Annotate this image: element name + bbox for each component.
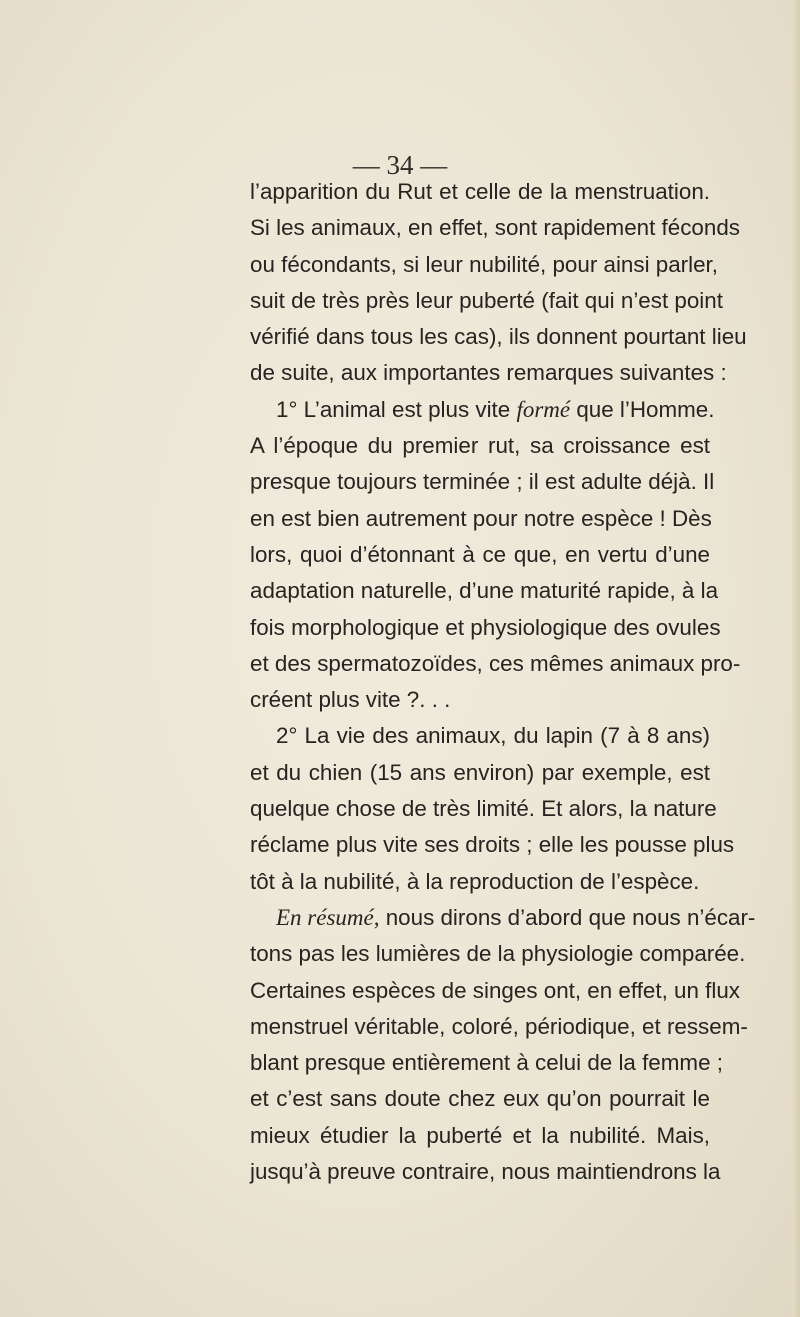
- text-line: tôt à la nubilité, à la reproduction de l’espèce.: [250, 868, 700, 894]
- text-line: de suite, aux importantes remarques suivantes :: [250, 360, 727, 386]
- paragraph-1: [250, 174, 747, 392]
- page-edge: [792, 0, 800, 1317]
- text-line: presque toujours terminée ; il est adulte déjà. Il: [250, 469, 715, 495]
- text-line: jusqu’à preuve contraire, nous maintiendrons la: [250, 1159, 721, 1185]
- paragraph-2: [250, 392, 741, 719]
- page-number: — 34 —: [352, 150, 448, 180]
- text-fragment: nous dirons d’abord que nous n’écar-: [379, 904, 756, 930]
- text-line: Si les animaux, en effet, sont rapidement féconds: [250, 215, 740, 241]
- text-line: tons pas les lumières de la physiologie comparée.: [250, 941, 746, 967]
- text-line: vérifié dans tous les cas), ils donnent pourtant lieu: [250, 324, 747, 350]
- text-line: mieux étudier la puberté et la nubilité. Mais,: [250, 1122, 710, 1148]
- text-fragment: que l’Homme.: [570, 396, 715, 422]
- text-line: [250, 392, 715, 428]
- text-line: [250, 900, 756, 936]
- text-line: fois morphologique et physiologique des ovules: [250, 614, 721, 640]
- paragraph-3: [250, 718, 735, 899]
- text-line: créent plus vite ?. . .: [250, 687, 451, 713]
- text-line: menstruel véritable, coloré, périodique, et ressem-: [250, 1013, 748, 1039]
- text-line: blant presque entièrement à celui de la femme ;: [250, 1050, 723, 1076]
- paragraph-4: [250, 900, 756, 1190]
- text-line: réclame plus vite ses droits ; elle les pousse plus: [250, 832, 735, 858]
- text-line: et du chien (15 ans environ) par exemple, est: [250, 759, 710, 785]
- text-line: adaptation naturelle, d’une maturité rapide, à la: [250, 578, 719, 604]
- text-line: l’apparition du Rut et celle de la menstruation.: [250, 179, 710, 204]
- text-line: Certaines espèces de singes ont, en effet, un flux: [250, 977, 741, 1003]
- text-line: suit de très près leur puberté (fait qui n’est point: [250, 287, 723, 313]
- text-fragment: 1° L’animal est plus vite: [276, 396, 517, 422]
- text-line: quelque chose de très limité. Et alors, la nature: [250, 796, 717, 822]
- text-line: et des spermatozoïdes, ces mêmes animaux pro-: [250, 650, 741, 676]
- italic-lead: En résumé,: [276, 904, 380, 930]
- text-line: lors, quoi d’étonnant à ce que, en vertu d’une: [250, 541, 710, 567]
- text-line: ou fécondants, si leur nubilité, pour ainsi parler,: [250, 251, 718, 277]
- text-line: en est bien autrement pour notre espèce ! Dès: [250, 505, 712, 531]
- text-line: 2° La vie des animaux, du lapin (7 à 8 ans): [276, 723, 710, 749]
- body-text: [250, 174, 756, 1190]
- text-line: A l’époque du premier rut, sa croissance est: [250, 433, 710, 459]
- italic-word: formé: [516, 396, 571, 422]
- text-line: et c’est sans doute chez eux qu’on pourrait le: [250, 1086, 710, 1112]
